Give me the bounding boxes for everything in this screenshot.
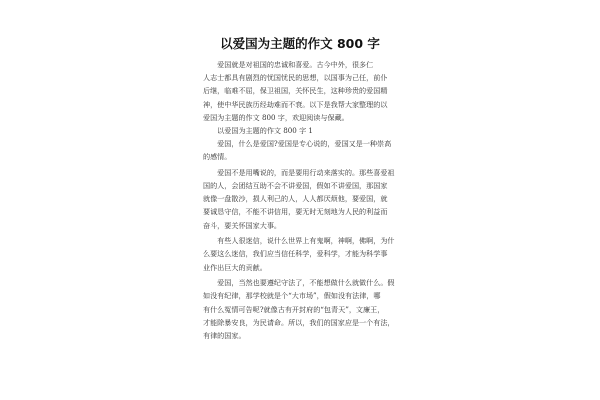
body-line: 有些人很迷信，说什么世界上有鬼啊，神啊，佛啊，为什	[203, 236, 395, 246]
body-line: 后继，临难不屈，保卫祖国，关怀民生，这种珍贵的爱国精	[203, 86, 388, 96]
body-line: 有律的国家。	[203, 330, 246, 340]
body-line: 业作出巨大的贡献。	[203, 262, 267, 272]
body-line: 要诚恳守信，不能不讲信用，要无时无刻地为人民的利益而	[203, 207, 388, 217]
body-line: 么要这么迷信，我们应当信任科学，爱科学，才能为科学事	[203, 249, 388, 259]
body-line: 奋斗，要关怀国家大事。	[203, 220, 282, 230]
document-body	[203, 58, 403, 342]
body-line: 才能除暴安良，为民请命。所以，我们的国家应是一个有法，	[203, 317, 395, 327]
body-line: 人志士都具有剧烈的忧国忧民的思想，以国事为己任，前仆	[203, 73, 388, 83]
body-line: 神，使中华民族历经劫难而不衰。以下是我帮大家整理的以	[203, 99, 388, 109]
body-line: 国的人，会团结互助不会不讲爱国，假如不讲爱国，那国家	[203, 181, 388, 191]
body-line: 有什么冤情可告呢?就像古有开封府的“包青天”，文廉王，	[203, 304, 385, 314]
body-line: 如没有纪律，那学校就是个“大市场”，假如没有法律，哪	[203, 291, 381, 301]
body-line: 爱国，当然也要遵纪守法了，不能想做什么就做什么。假	[203, 278, 395, 288]
body-line: 就像一盘散沙，损人利己的人，人人都厌烦他，要爱国，就	[203, 194, 388, 204]
body-line: 爱国为主题的作文 800 字，欢迎阅读与保藏。	[203, 112, 349, 122]
body-line: 爱国不是用嘴说的，而是要用行动来落实的。那些喜爱祖	[203, 167, 395, 177]
document-title: 以爱国为主题的作文 800 字	[220, 36, 380, 51]
body-line: 爱国就是对祖国的忠诚和喜爱。古今中外，很多仁	[203, 60, 374, 69]
section-heading: 以爱国为主题的作文 800 字 1	[203, 125, 313, 135]
body-line: 的感情。	[203, 152, 232, 162]
body-line: 爱国，什么是爱国?爱国是专心说的，爱国又是一种崇高	[203, 139, 392, 149]
